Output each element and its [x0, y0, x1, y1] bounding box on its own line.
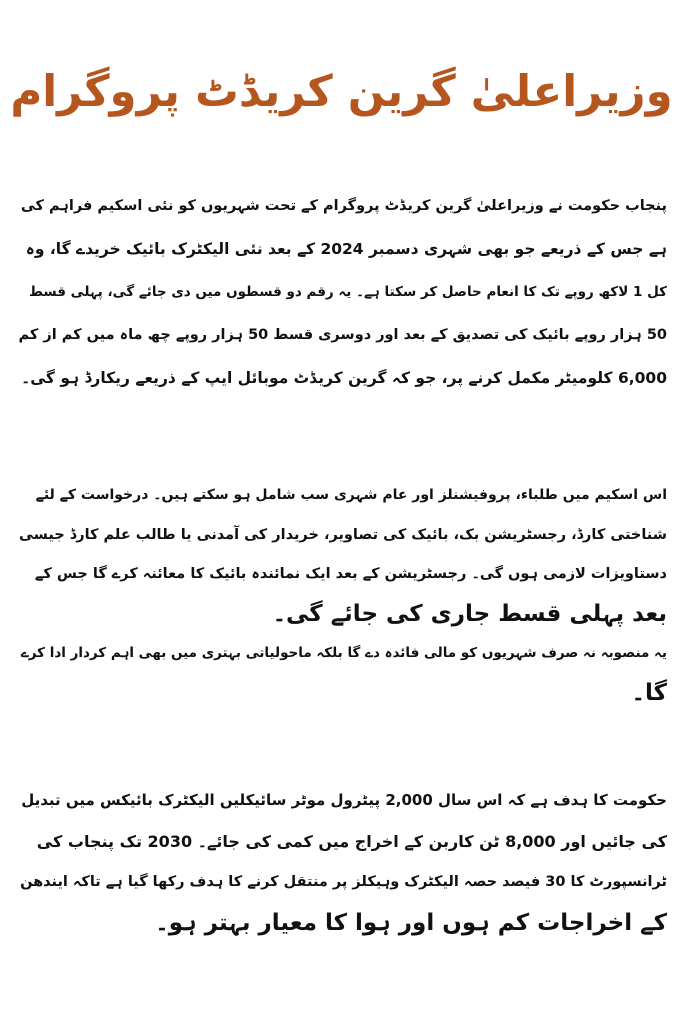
page-title: وزیراعلیٰ گرین کریڈٹ پروگرام — [10, 67, 673, 117]
paragraph-line: کل 1 لاکھ روپے تک کا انعام حاصل کر سکتا ہے۔ یہ رقم دو قسطوں میں دی جائے گی، پہلی قسط — [28, 284, 667, 300]
paragraph-1 — [18, 185, 667, 400]
paragraph-line: گا۔ — [631, 679, 667, 706]
paragraph-line: دستاویزات لازمی ہوں گی۔ رجسٹریشن کے بعد ایک نمائندہ بائیک کا معائنہ کرے گا جس کے — [34, 566, 667, 582]
paragraph-line: اس اسکیم میں طلباء، پروفیشنلز اور عام شہری سب شامل ہو سکتے ہیں۔ درخواست کے لئے — [35, 487, 667, 503]
paragraph-line: ٹرانسپورٹ کا 30 فیصد حصہ الیکٹرک وہیکلز پر منتقل کرنے کا ہدف رکھا گیا ہے تاکہ ایندھن — [20, 874, 667, 890]
paragraph-line: کی جائیں اور 8,000 ٹن کاربن کے اخراج میں کمی کی جائے۔ 2030 تک پنجاب کی — [36, 832, 667, 851]
paragraph-line: پنجاب حکومت نے وزیراعلیٰ گرین کریڈٹ پروگرام کے تحت شہریوں کو نئی اسکیم فراہم کی — [20, 198, 667, 214]
paragraph-line: شناختی کارڈ، رجسٹریشن بک، بائیک کی تصاویر، خریدار کی آمدنی یا طالب علم کارڈ جیسی — [18, 526, 667, 543]
paragraph-line: 6,000 کلومیٹر مکمل کرنے پر، جو کہ گرین کریڈٹ موبائل ایپ کے ذریعے ریکارڈ ہو گی۔ — [21, 369, 667, 387]
paragraph-line: ہے جس کے ذریعے جو بھی شہری دسمبر 2024 کے بعد نئی الیکٹرک بائیک خریدے گا، وہ — [25, 240, 667, 258]
paragraph-line: یہ منصوبہ نہ صرف شہریوں کو مالی فائدہ دے گا بلکہ ماحولیاتی بہتری میں بھی اہم کردار ادا کرے — [20, 645, 667, 661]
paragraph-line: بعد پہلی قسط جاری کی جائے گی۔ — [272, 600, 667, 627]
paragraph-line: 50 ہزار روپے بائیک کی تصدیق کے بعد اور دوسری قسط 50 ہزار روپے چھ ماہ میں کم از کم — [18, 327, 667, 343]
paragraph-3 — [18, 780, 667, 944]
paragraph-2 — [18, 476, 667, 713]
paragraph-line: حکومت کا ہدف ہے کہ اس سال 2,000 پیٹرول موٹر سائیکلیں الیکٹرک بائیکس میں تبدیل — [21, 791, 667, 809]
paragraph-line: کے اخراجات کم ہوں اور ہوا کا معیار بہتر ہو۔ — [155, 910, 667, 936]
